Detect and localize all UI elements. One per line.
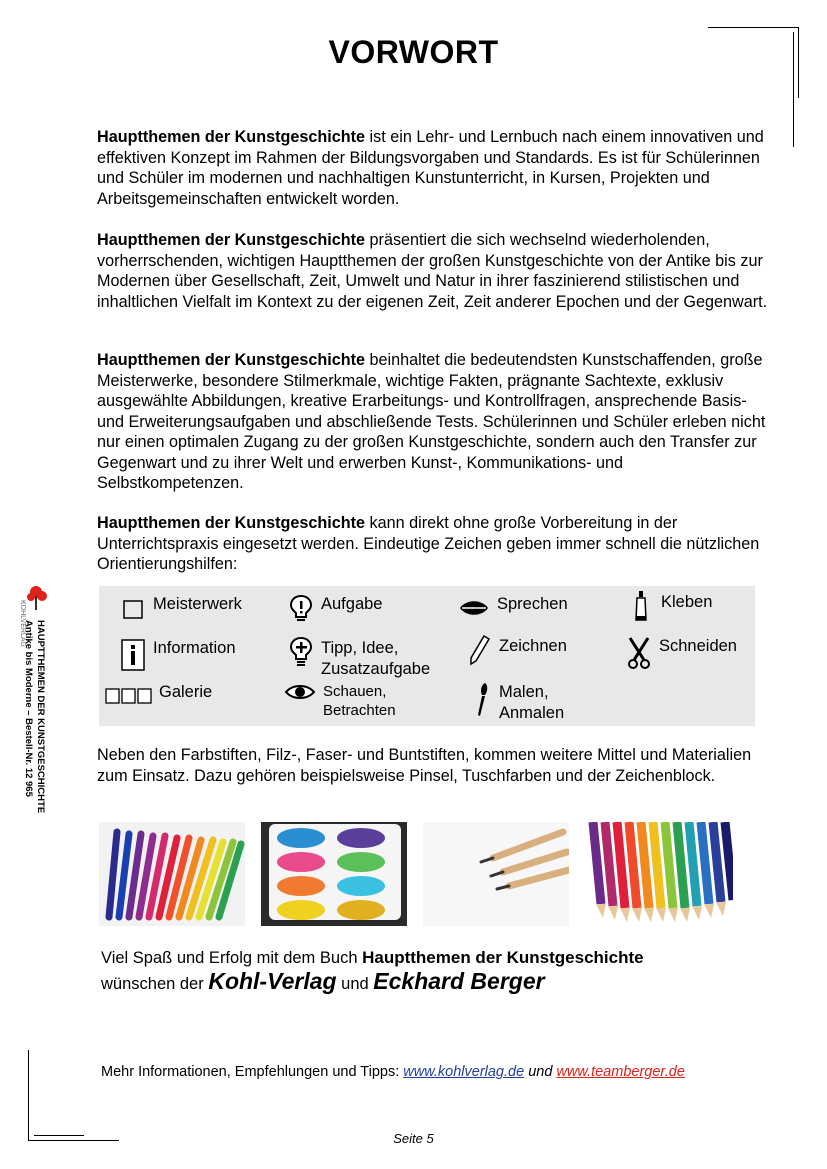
glue-tube-icon [627,592,655,620]
book-title: Hauptthemen der Kunstgeschichte [97,351,366,369]
side-book-info: HAUPTTHEMEN DER KUNSTGESCHICHTE Antike bis Moderne – Bestell-Nr. 12 965 [23,620,46,814]
teamberger-link[interactable]: www.teamberger.de [556,1064,685,1080]
page-number: Seite 5 [393,1131,434,1146]
publisher-name: Kohl-Verlag [208,968,337,994]
paintbrush-icon [471,682,493,718]
book-title: Hauptthemen der Kunstgeschichte [97,128,366,146]
kohlverlag-link[interactable]: www.kohlverlag.de [403,1064,525,1080]
lightbulb-plus-icon [287,638,315,666]
legend-schauen: Schauen, Betrachten [283,682,396,720]
paragraph-5: Neben den Farbstiften, Filz-, Faser- und Buntstiften, kommen weitere Mittel und Materialien zum Einsatz. Dazu gehören beispielsweise Pinsel, Tuschfarben und der Zeichenblock. [97,746,752,785]
legend-malen: Malen, Anmalen [471,682,564,724]
closing-line-2: wünschen der Kohl-Verlag und Eckhard Berger [101,968,545,994]
legend-galerie: Galerie [105,682,212,710]
paragraph-text: beinhaltet die bedeutendsten Kunstschaffenden, große Meisterwerke, besondere Stilmerkmale, wichtige Fakten, prägnante Sachtexte, exklusiv ausgewählte Abbildungen, kreative Erarbeitungs- und Kontrollfragen, ansprechende Basis- und Erweiterungsaufgaben und abschließende Tests. Schülerinnen und Schüler erleben nicht nur einen optimalen Zugang zu der großen Kunstgeschichte, sondern auch den Transfer zur Gegenwart und zu ihrer Welt und erwerben Kunst-, Kommunikations- und Selbstkompetenzen. [97,351,766,492]
paragraph-4 [97,513,769,575]
symbol-legend [99,586,755,726]
paragraph-1 [97,127,769,209]
paragraph-text: präsentiert die sich wechselnd wiederholenden, vorherrschenden, wichtigen Hauptthemen der großen Kunstgeschichte von der Antike bis zur Modernen über Gesellschaft, Zeit, Umwelt und Natur in ihrer faszinierend stilistischen und inhaltlichen Vielfalt im Kontext zu der eigenen Zeit, Zeit anderer Epochen und der Gegenwart. [97,231,768,311]
lightbulb-exclamation-icon [287,594,315,622]
legend-schneiden: Schneiden [625,636,737,670]
pencils-photo [423,822,569,926]
legend-kleben: Kleben [627,592,712,620]
scissors-icon [625,636,653,670]
square-frame-icon [119,594,147,622]
book-title: Hauptthemen der Kunstgeschichte [97,231,366,249]
legend-zeichnen: Zeichnen [465,636,567,664]
eye-icon [283,682,317,702]
legend-aufgabe: Aufgabe [287,594,382,622]
felt-pens-photo [99,822,245,926]
corner-mark-bottom-left-inner [34,1095,84,1136]
book-title: Hauptthemen der Kunstgeschichte [362,948,644,967]
closing-line-1: Viel Spaß und Erfolg mit dem Buch Hauptthemen der Kunstgeschichte [101,948,644,967]
materials-photos [99,822,769,926]
paragraph-3 [97,350,769,494]
author-name: Eckhard Berger [373,968,545,994]
legend-sprechen: Sprechen [457,594,568,622]
book-title: Hauptthemen der Kunstgeschichte [97,514,366,532]
info-icon [119,638,147,672]
gallery-icon [105,682,153,710]
paragraph-2 [97,230,769,312]
legend-tipp: Tipp, Idee, Zusatzaufgabe [287,638,430,680]
legend-meisterwerk: Meisterwerk [119,594,242,622]
lips-icon [457,594,491,622]
paragraph-text: ist ein Lehr- und Lernbuch nach einem innovativen und effektiven Konzept im Rahmen der Bildungsvorgaben und Standards. Es ist für Schülerinnen und Schüler im modernen und nachhaltigen Kunstunterricht, in Kursen, Projekten und Arbeitsgemeinschaften entwickelt worden. [97,128,764,208]
page-title: VORWORT [328,34,499,70]
paragraph-text: kann direkt ohne große Vorbereitung in der Unterrichtspraxis eingesetzt werden. Eindeutige Zeichen geben immer schnell die nützlichen Orientierungshilfen: [97,514,760,573]
logo-text: KOHLVERLAG [19,600,26,647]
footer-info: Mehr Informationen, Empfehlungen und Tipps: www.kohlverlag.de und www.teamberger.de [101,1064,685,1080]
watercolor-box-photo [261,822,407,926]
pencil-icon [465,636,493,664]
colored-pencils-photo [587,822,733,926]
legend-information: Information [119,638,236,672]
